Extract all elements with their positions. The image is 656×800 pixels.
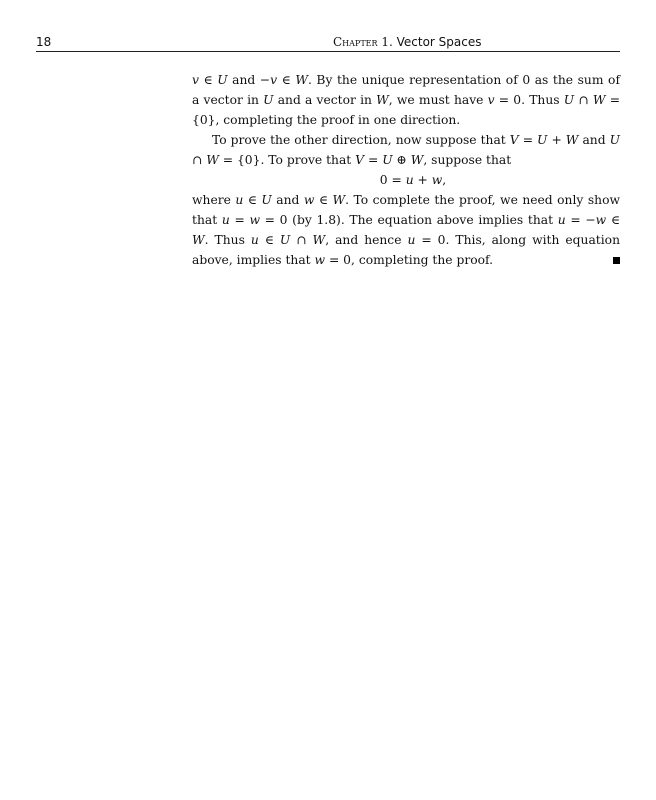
qed-square-icon — [613, 250, 620, 270]
body-text — [192, 70, 620, 270]
running-head — [333, 35, 481, 49]
page-number: 18 — [36, 35, 52, 49]
paragraph-2: To prove the other direction, now suppose that V = U + W and U ∩ W = {0}. To prove that V = U ⊕ W, suppose that — [192, 133, 620, 167]
paragraph-1: v ∈ U and −v ∈ W. By the unique representation of 0 as the sum of a vector in U and a vector in W, we must have v = 0. Thus U ∩ W = {0}, completing the proof in one direction. — [192, 73, 621, 127]
display-equation: 0 = u + w, — [379, 173, 447, 187]
paragraph-3: where u ∈ U and w ∈ W. To complete the proof, we need only show that u = w = 0 (by 1.8). The equation above implies that u = −w ∈ W. Thus u ∈ U ∩ W, and hence u = 0. This, along with equation above, implies that w = 0, completing the proof. — [192, 190, 620, 270]
chapter-title: Vector Spaces — [396, 35, 482, 49]
chapter-label: Chapter 1. — [333, 35, 393, 49]
running-header — [36, 34, 620, 52]
